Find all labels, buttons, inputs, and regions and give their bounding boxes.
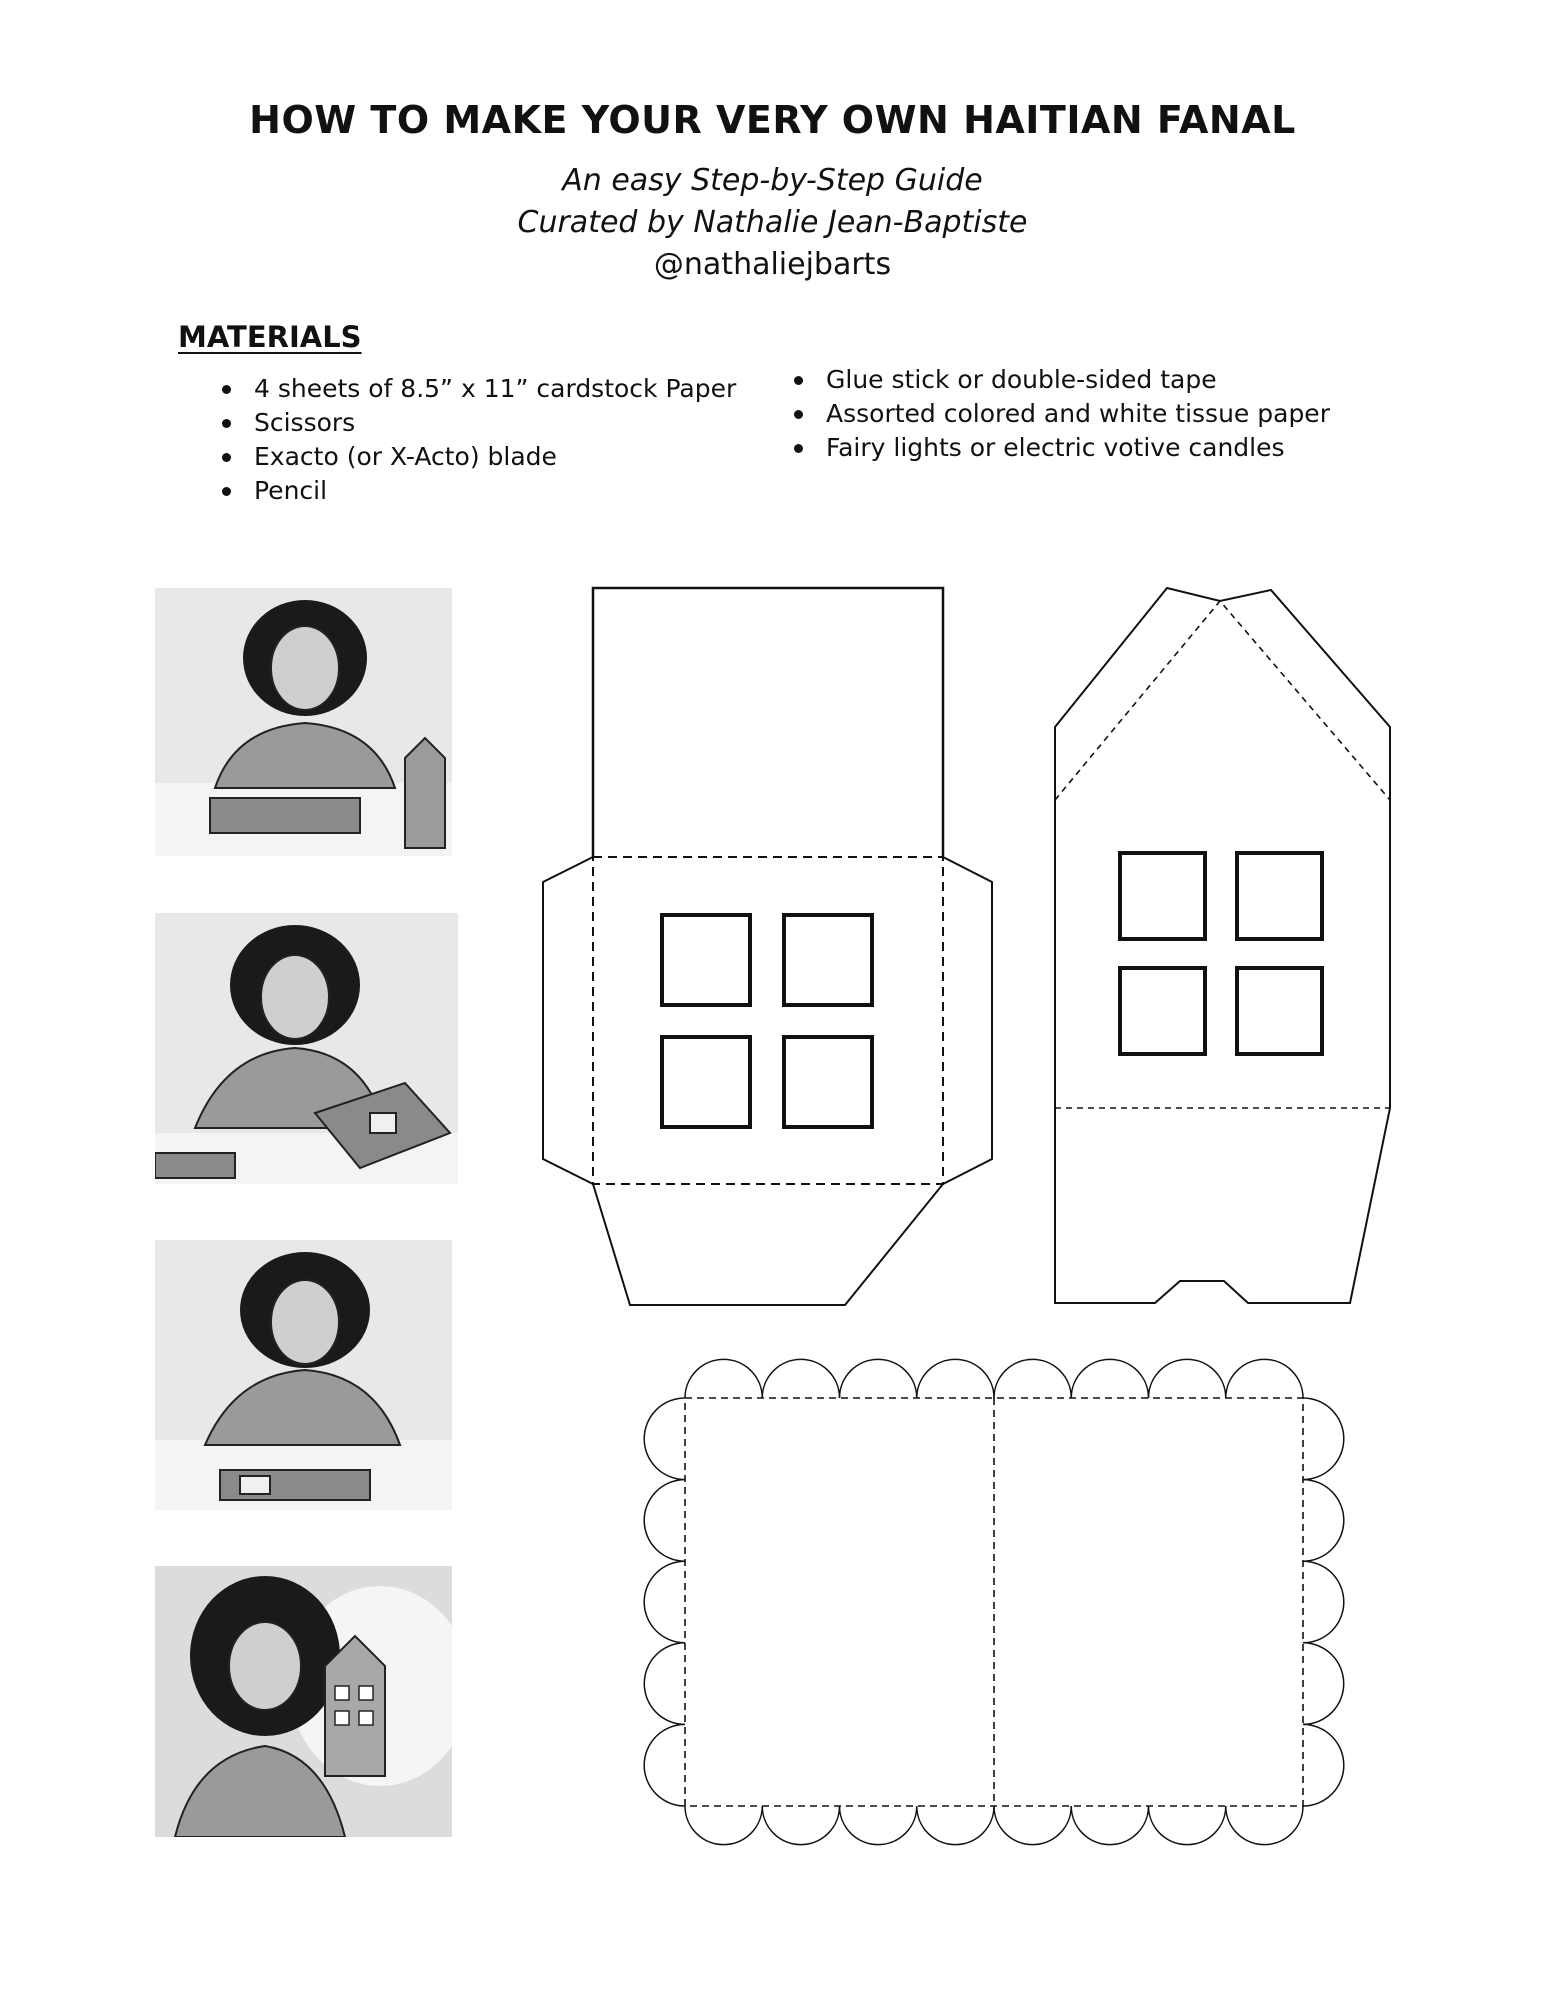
scallop-bottom xyxy=(685,1806,762,1845)
material-item: Scissors xyxy=(222,406,736,440)
page-title: HOW TO MAKE YOUR VERY OWN HAITIAN FANAL xyxy=(249,98,1296,142)
scallop-left xyxy=(644,1643,685,1725)
scallop-right xyxy=(1303,1398,1344,1480)
material-item: Glue stick or double-sided tape xyxy=(794,363,1330,397)
scallop-top xyxy=(685,1359,762,1398)
page-subtitle: An easy Step-by-Step Guide xyxy=(562,163,983,198)
material-item: Pencil xyxy=(222,474,736,508)
scallop-top xyxy=(994,1359,1071,1398)
scallop-left xyxy=(644,1480,685,1562)
front-wall-template xyxy=(543,588,992,1305)
gable-side-template xyxy=(1055,588,1390,1303)
scallop-left xyxy=(644,1561,685,1643)
material-item: 4 sheets of 8.5” x 11” cardstock Paper xyxy=(222,372,736,406)
scallop-bottom xyxy=(917,1806,994,1845)
scallop-bottom xyxy=(1149,1806,1226,1845)
material-item: Exacto (or X-Acto) blade xyxy=(222,440,736,474)
scalloped-base-template xyxy=(644,1359,1344,1844)
material-item: Assorted colored and white tissue paper xyxy=(794,397,1330,431)
scallop-top xyxy=(840,1359,917,1398)
scallop-right xyxy=(1303,1480,1344,1562)
scallop-right xyxy=(1303,1724,1344,1806)
materials-heading: MATERIALS xyxy=(178,320,362,354)
scallop-right xyxy=(1303,1643,1344,1725)
scallop-bottom xyxy=(840,1806,917,1845)
scallop-right xyxy=(1303,1561,1344,1643)
material-item: Fairy lights or electric votive candles xyxy=(794,431,1330,465)
scallop-left xyxy=(644,1724,685,1806)
scallop-bottom xyxy=(1071,1806,1148,1845)
scallop-bottom xyxy=(1226,1806,1303,1845)
social-handle: @nathaliejbarts xyxy=(653,247,892,282)
author-credit: Curated by Nathalie Jean-Baptiste xyxy=(517,205,1028,240)
scallop-left xyxy=(644,1398,685,1480)
scallop-top xyxy=(1226,1359,1303,1398)
scallop-top xyxy=(917,1359,994,1398)
scallop-bottom xyxy=(762,1806,839,1845)
scallop-top xyxy=(1071,1359,1148,1398)
scallop-bottom xyxy=(994,1806,1071,1845)
scallop-top xyxy=(1149,1359,1226,1398)
scallop-top xyxy=(762,1359,839,1398)
